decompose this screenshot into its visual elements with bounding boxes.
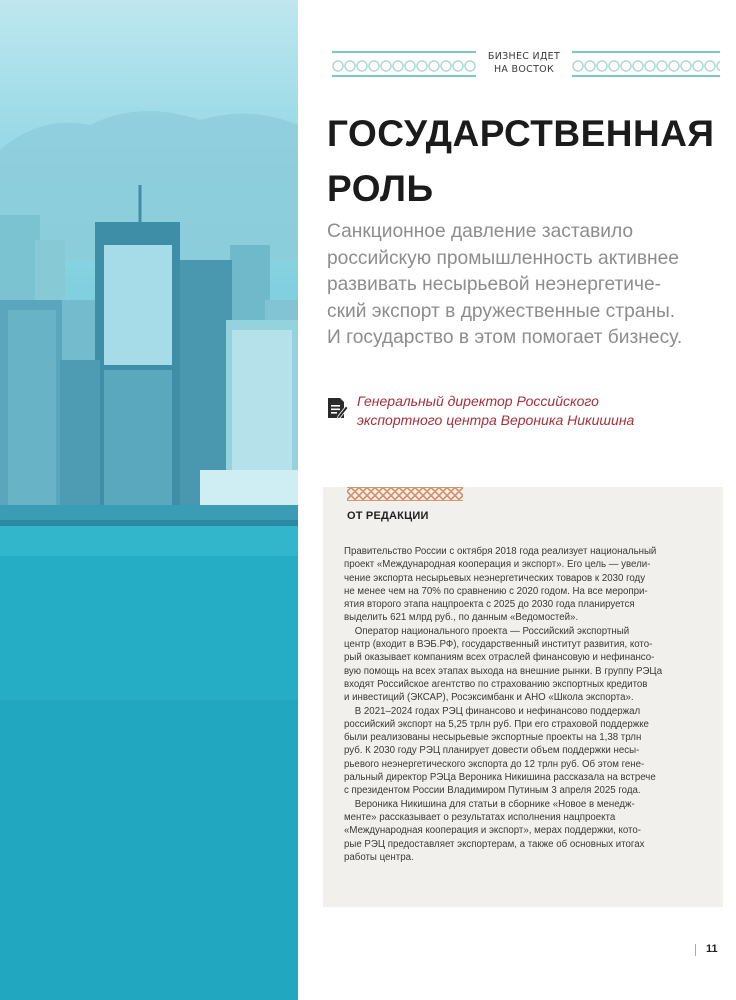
article-lead — [327, 219, 717, 352]
document-pen-icon — [326, 396, 348, 420]
editorial-line: российский экспорт на 5,25 трлн руб. При его страховой поддержке — [344, 718, 649, 730]
header-ornament-left — [332, 51, 476, 77]
editorial-line: с президентом России Владимиром Путиным 3 апреля 2025 года. — [344, 785, 641, 797]
article-title-line: ГОСУДАРСТВЕННАЯ — [327, 113, 715, 154]
editorial-line: ятия второго этапа нацпроекта с 2025 до 2030 года планируется — [344, 599, 635, 611]
editorial-line: выделить 621 млрд руб., по данным «Ведомостей». — [344, 612, 579, 624]
section-rubric: БИЗНЕС ИДЕТ НА ВОСТОК — [487, 51, 561, 75]
author-credit — [357, 392, 687, 430]
editorial-line: Вероника Никишина для статьи в сборнике «Новое в менедж- — [344, 798, 635, 810]
editorial-line: чение экспорта несырьевых неэнергетических товаров к 2030 году — [344, 572, 646, 584]
editorial-line: «Международная кооперация и экспорт», мерах поддержки, кото- — [344, 825, 641, 837]
editorial-line: вую помощь на всех этапах выхода на внешние рынки. В группу РЭЦа — [344, 665, 663, 677]
page-number-separator — [695, 944, 696, 956]
editorial-line: Оператор национального проекта — Российский экспортный — [344, 625, 630, 637]
article-title-line: РОЛЬ — [327, 168, 434, 209]
editorial-line: менте» рассказывает о результатах исполнения нацпроекта — [344, 811, 616, 823]
editorial-line: рые РЭЦ предоставляет экспортерам, а также об основных итогах — [344, 838, 645, 850]
editorial-line: входят Российское агентство по страхованию экспортных кредитов — [344, 678, 648, 690]
editorial-line: были реализованы несырьевые экспортные проекты на 1,38 трлн — [344, 732, 642, 744]
editorial-line: руб. К 2030 году РЭЦ планирует довести объем поддержки несы- — [344, 745, 640, 757]
page-number: 11 — [706, 943, 718, 955]
lead-line: И государство в этом помогает бизнесу. — [327, 327, 683, 348]
editorial-line: Правительство России с октября 2018 года реализует национальный — [344, 546, 657, 557]
editorial-box — [323, 487, 723, 907]
editorial-line: работы центра. — [344, 851, 414, 863]
lead-line: российскую промышленность активнее — [327, 247, 679, 269]
editorial-line: и инвестиций (ЭКСАР), Росэксимбанк и АНО «Школа экспорта». — [344, 692, 634, 704]
author-line: экспортного центра Вероника Никишина — [357, 412, 635, 428]
author-line: Генеральный директор Российского — [357, 393, 599, 409]
article-title — [327, 106, 727, 216]
editorial-line: проект «Международная кооперация и экспорт». Его цель — увели- — [344, 559, 651, 571]
editorial-line: В 2021–2024 годах РЭЦ финансово и нефинансово поддержал — [344, 705, 641, 717]
editorial-line: центр (входит в ВЭБ.РФ), государственный институт развития, кото- — [344, 639, 653, 651]
cover-photo — [0, 0, 298, 1000]
header-ornament-right — [572, 51, 720, 77]
editorial-line: рьевого неэнергетического экспорта до 12 трлн руб. Об этом гене- — [344, 758, 645, 770]
skyline-illustration — [0, 0, 298, 1000]
editorial-line: рый оказывает компаниям всех отраслей финансовую и нефинансо- — [344, 652, 655, 664]
lead-line: ский экспорт в дружественные страны. — [327, 300, 676, 322]
editorial-heading: ОТ РЕДАКЦИИ — [347, 510, 429, 522]
lead-line: Санкционное давление заставило — [327, 221, 634, 242]
editorial-line: не менее чем на 70% по сравнению с 2020 годом. На все меропри- — [344, 585, 648, 597]
lead-line: развивать несырьевой неэнергетиче- — [327, 274, 662, 295]
editorial-ornament — [347, 487, 463, 501]
editorial-body — [344, 545, 718, 864]
editorial-line: ральный директор РЭЦа Вероника Никишина рассказала на встрече — [344, 772, 656, 784]
